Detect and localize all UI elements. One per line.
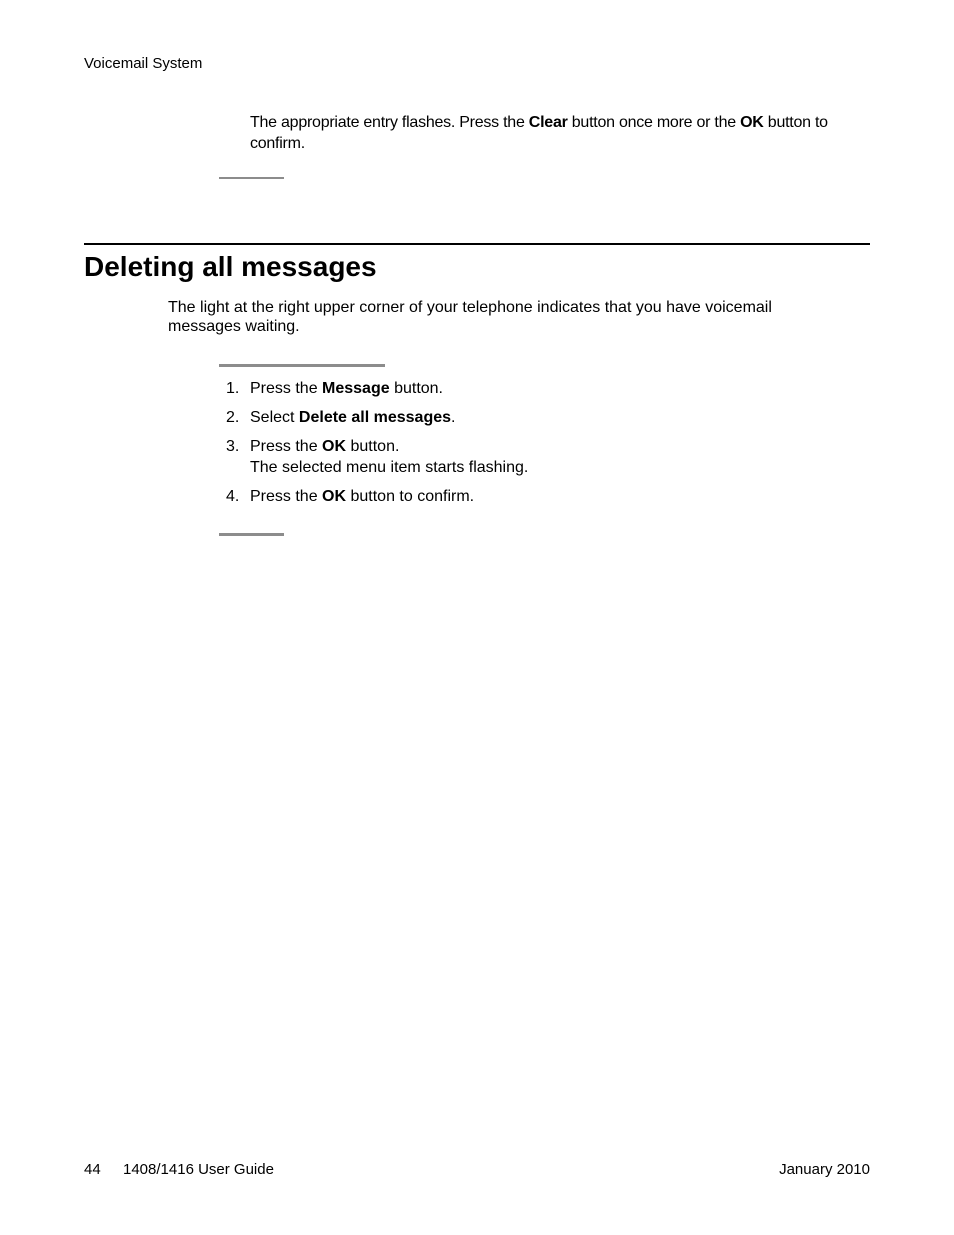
- procedure-step: [220, 486, 860, 507]
- section-description: The light at the right upper corner of your telephone indicates that you have voicemail messages waiting.: [168, 299, 772, 335]
- step-bold-term: Delete all messages: [298, 409, 452, 426]
- procedure-start-divider: [219, 364, 385, 367]
- ok-button-label: OK: [740, 114, 764, 131]
- section-title: Deleting all messages: [84, 251, 377, 282]
- intro-text-after: button to confirm.: [250, 114, 828, 152]
- procedure-end-divider: [219, 177, 284, 179]
- intro-text-middle: button once more or the: [567, 114, 741, 131]
- step-text-after: .: [451, 409, 456, 426]
- step-bold-term: OK: [322, 438, 347, 455]
- step-number: 4.: [226, 488, 240, 505]
- step-text: Press the: [250, 438, 323, 455]
- guide-title: 1408/1416 User Guide: [123, 1161, 274, 1178]
- procedure-steps: [220, 378, 860, 515]
- procedure-step: [220, 378, 860, 399]
- step-number: 3.: [226, 438, 240, 455]
- clear-button-label: Clear: [528, 114, 568, 131]
- step-text: Press the: [250, 488, 323, 505]
- step-number: 2.: [226, 409, 240, 426]
- step-result: The selected menu item starts flashing.: [250, 459, 529, 476]
- procedure-step: [220, 407, 860, 428]
- procedure-end-divider: [219, 533, 284, 536]
- intro-paragraph: [250, 112, 875, 154]
- procedure-step: [220, 436, 860, 478]
- section-heading-rule: [84, 243, 870, 245]
- page-number: 44: [84, 1161, 101, 1178]
- step-text-after: button.: [389, 380, 443, 397]
- intro-text-before: The appropriate entry flashes. Press the: [250, 114, 529, 131]
- step-text-after: button.: [346, 438, 400, 455]
- step-bold-term: OK: [322, 488, 347, 505]
- step-number: 1.: [226, 380, 240, 397]
- step-text: Select: [250, 409, 299, 426]
- running-header: Voicemail System: [84, 55, 203, 72]
- step-text-after: button to confirm.: [346, 488, 475, 505]
- publication-date: January 2010: [779, 1161, 870, 1178]
- step-text: Press the: [250, 380, 323, 397]
- step-bold-term: Message: [322, 380, 390, 397]
